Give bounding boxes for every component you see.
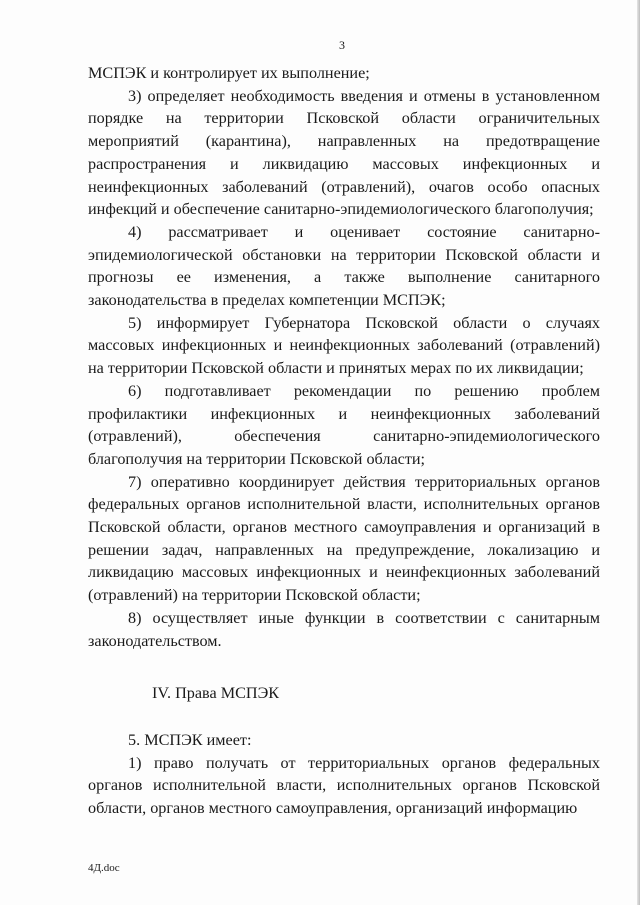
list-item-3: 3) определяет необходимость введения и отмены в установленном порядке на территории Псковской области ограничительных мероприятий (карантина), направленных на предотвращение распространения и ликвидацию массовых инфекционных и неинфекционных заболеваний (отравлений), очагов особо опасных инфекций и обеспечение санитарно-эпидемиологического благополучия; (88, 86, 600, 219)
list-item-6: 6) подготавливает рекомендации по решению проблем профилактики инфекционных и неинфекционных заболеваний (отравлений), обеспечения санитарно-эпидемиологического благополучия на территории Псковской области; (88, 381, 600, 468)
list-item-8: 8) осуществляет иные функции в соответствии с санитарным законодательством. (88, 608, 600, 650)
page-number: 3 (339, 38, 345, 52)
paragraph-continuation: МСПЭК и контролирует их выполнение; (88, 64, 370, 82)
footer-filename: 4Д.doc (88, 862, 120, 874)
list-item-7: 7) оперативно координирует действия территориальных органов федеральных органов исполнительной власти, исполнительных органов Псковской области, органов местного самоуправления и организаций в решении задач, направленных на предупреждение, локализацию и ликвидацию массовых инфекционных и неинфекционных заболеваний (отравлений) на территории Псковской области; (88, 472, 600, 605)
list-item-5: 5) информирует Губернатора Псковской области о случаях массовых инфекционных и неинфекционных заболеваний (отравлений) на территории Псковской области и принятых мерах по их ликвидации; (88, 313, 600, 378)
section-heading: IV. Права МСПЭК (152, 684, 280, 703)
document-body (88, 62, 600, 820)
clause-5-intro: 5. МСПЭК имеет: (128, 730, 252, 749)
clause-5-item-1: 1) право получать от территориальных органов федеральных органов исполнительной власти, исполнительных органов Псковской области, органов местного самоуправления, организаций информацию (88, 753, 600, 818)
list-item-4: 4) рассматривает и оценивает состояние санитарно-эпидемиологической обстановки на территории Псковской области и прогнозы ее изменения, а также выполнение санитарного законодательства в пределах компетенции МСПЭК; (88, 222, 600, 310)
